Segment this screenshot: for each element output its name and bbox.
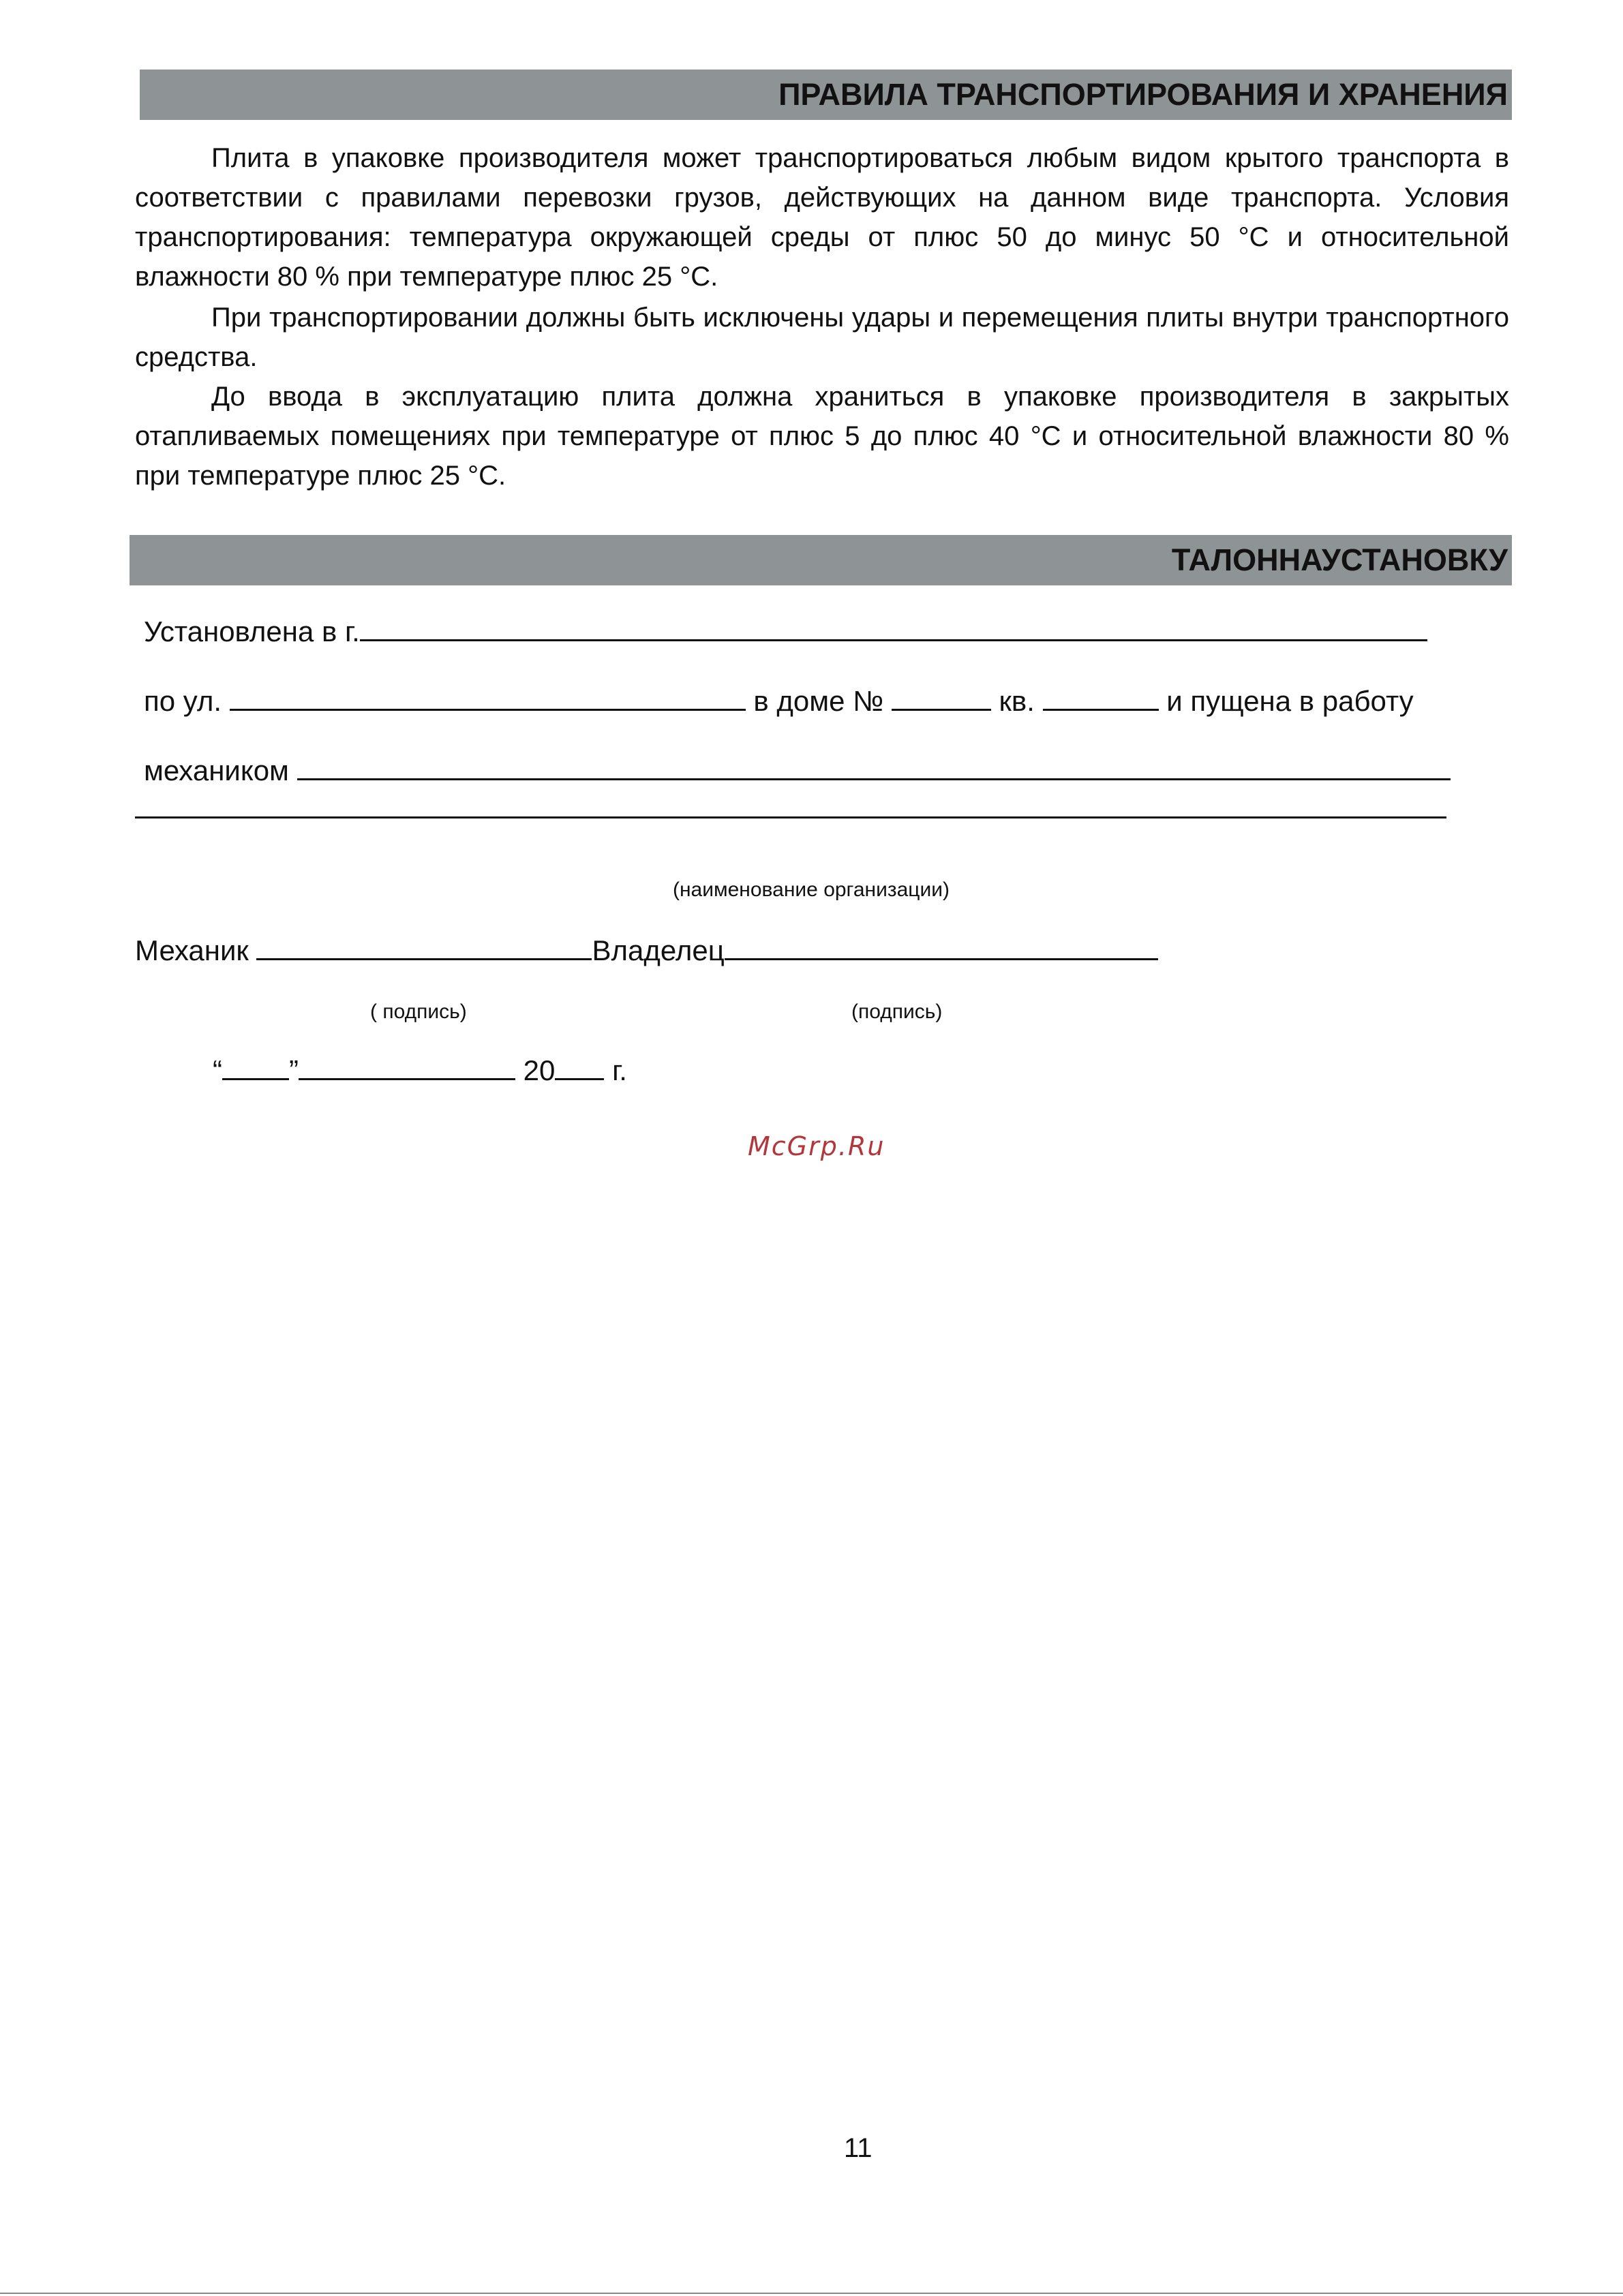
house-label: в доме № (753, 685, 884, 717)
organization-field[interactable] (135, 816, 1446, 818)
installed-in-label: Установлена в г. (144, 615, 360, 647)
owner-signature-field[interactable] (725, 931, 1158, 960)
mechanic-name-field[interactable] (297, 751, 1451, 780)
street-label: по ул. (144, 685, 222, 717)
started-label: и пущена в работу (1166, 685, 1414, 717)
section-header-transport: ПРАВИЛА ТРАНСПОРТИРОВАНИЯ И ХРАНЕНИЯ (140, 70, 1512, 120)
paragraph-transport-shocks: При транспортировании должны быть исключены удары и перемещения плиты внутри транспортного средства. (135, 303, 1509, 372)
street-field[interactable] (230, 682, 746, 711)
date-row (213, 1051, 627, 1088)
organization-caption: (наименование организации) (673, 878, 950, 901)
page-bottom-edge (0, 2293, 1623, 2294)
paragraph-transport-conditions: Плита в упаковке производителя может транспортироваться любым видом крытого транспорта в соответствии с правилами перевозки грузов, действующих на данном виде транспорта. Условия транспортирования: температура окружающей среды от плюс 50 до минус 50 °С и относительной влажности 80 % при температуре плюс 25 °С. (135, 143, 1509, 292)
date-open-quote: “ (213, 1054, 222, 1086)
year-prefix: 20 (523, 1054, 556, 1086)
paragraph-storage-conditions: До ввода в эксплуатацию плита должна храниться в упаковке производителя в закрытых отапливаемых помещениях при температуре от плюс 5 до плюс 40 °С и относительной влажности 80 % при температуре плюс 25 °С. (135, 382, 1509, 491)
mechanic-by-row (144, 751, 1451, 789)
mechanic-signature-field[interactable] (256, 931, 592, 960)
day-field[interactable] (222, 1051, 289, 1080)
section-header-coupon: ТАЛОННАУСТАНОВКУ (130, 535, 1512, 585)
site-watermark: McGrp.Ru (748, 1131, 885, 1161)
address-row (144, 682, 1414, 719)
year-suffix: г. (612, 1054, 627, 1086)
date-close-quote: ” (289, 1054, 299, 1086)
year-field[interactable] (555, 1051, 604, 1080)
owner-label: Владелец (592, 934, 725, 966)
signatures-row (135, 931, 1158, 968)
mechanic-label: Механик (135, 934, 249, 966)
city-field[interactable] (360, 612, 1427, 641)
mechanic-signature-caption: ( подпись) (370, 1000, 467, 1023)
apartment-field[interactable] (1043, 682, 1159, 711)
owner-signature-caption: (подпись) (851, 1000, 943, 1023)
page-number: 11 (844, 2133, 873, 2163)
installed-in-row (144, 612, 1427, 649)
month-field[interactable] (299, 1051, 515, 1080)
by-mechanic-label: механиком (144, 754, 289, 786)
apartment-label: кв. (999, 685, 1035, 717)
house-number-field[interactable] (892, 682, 991, 711)
